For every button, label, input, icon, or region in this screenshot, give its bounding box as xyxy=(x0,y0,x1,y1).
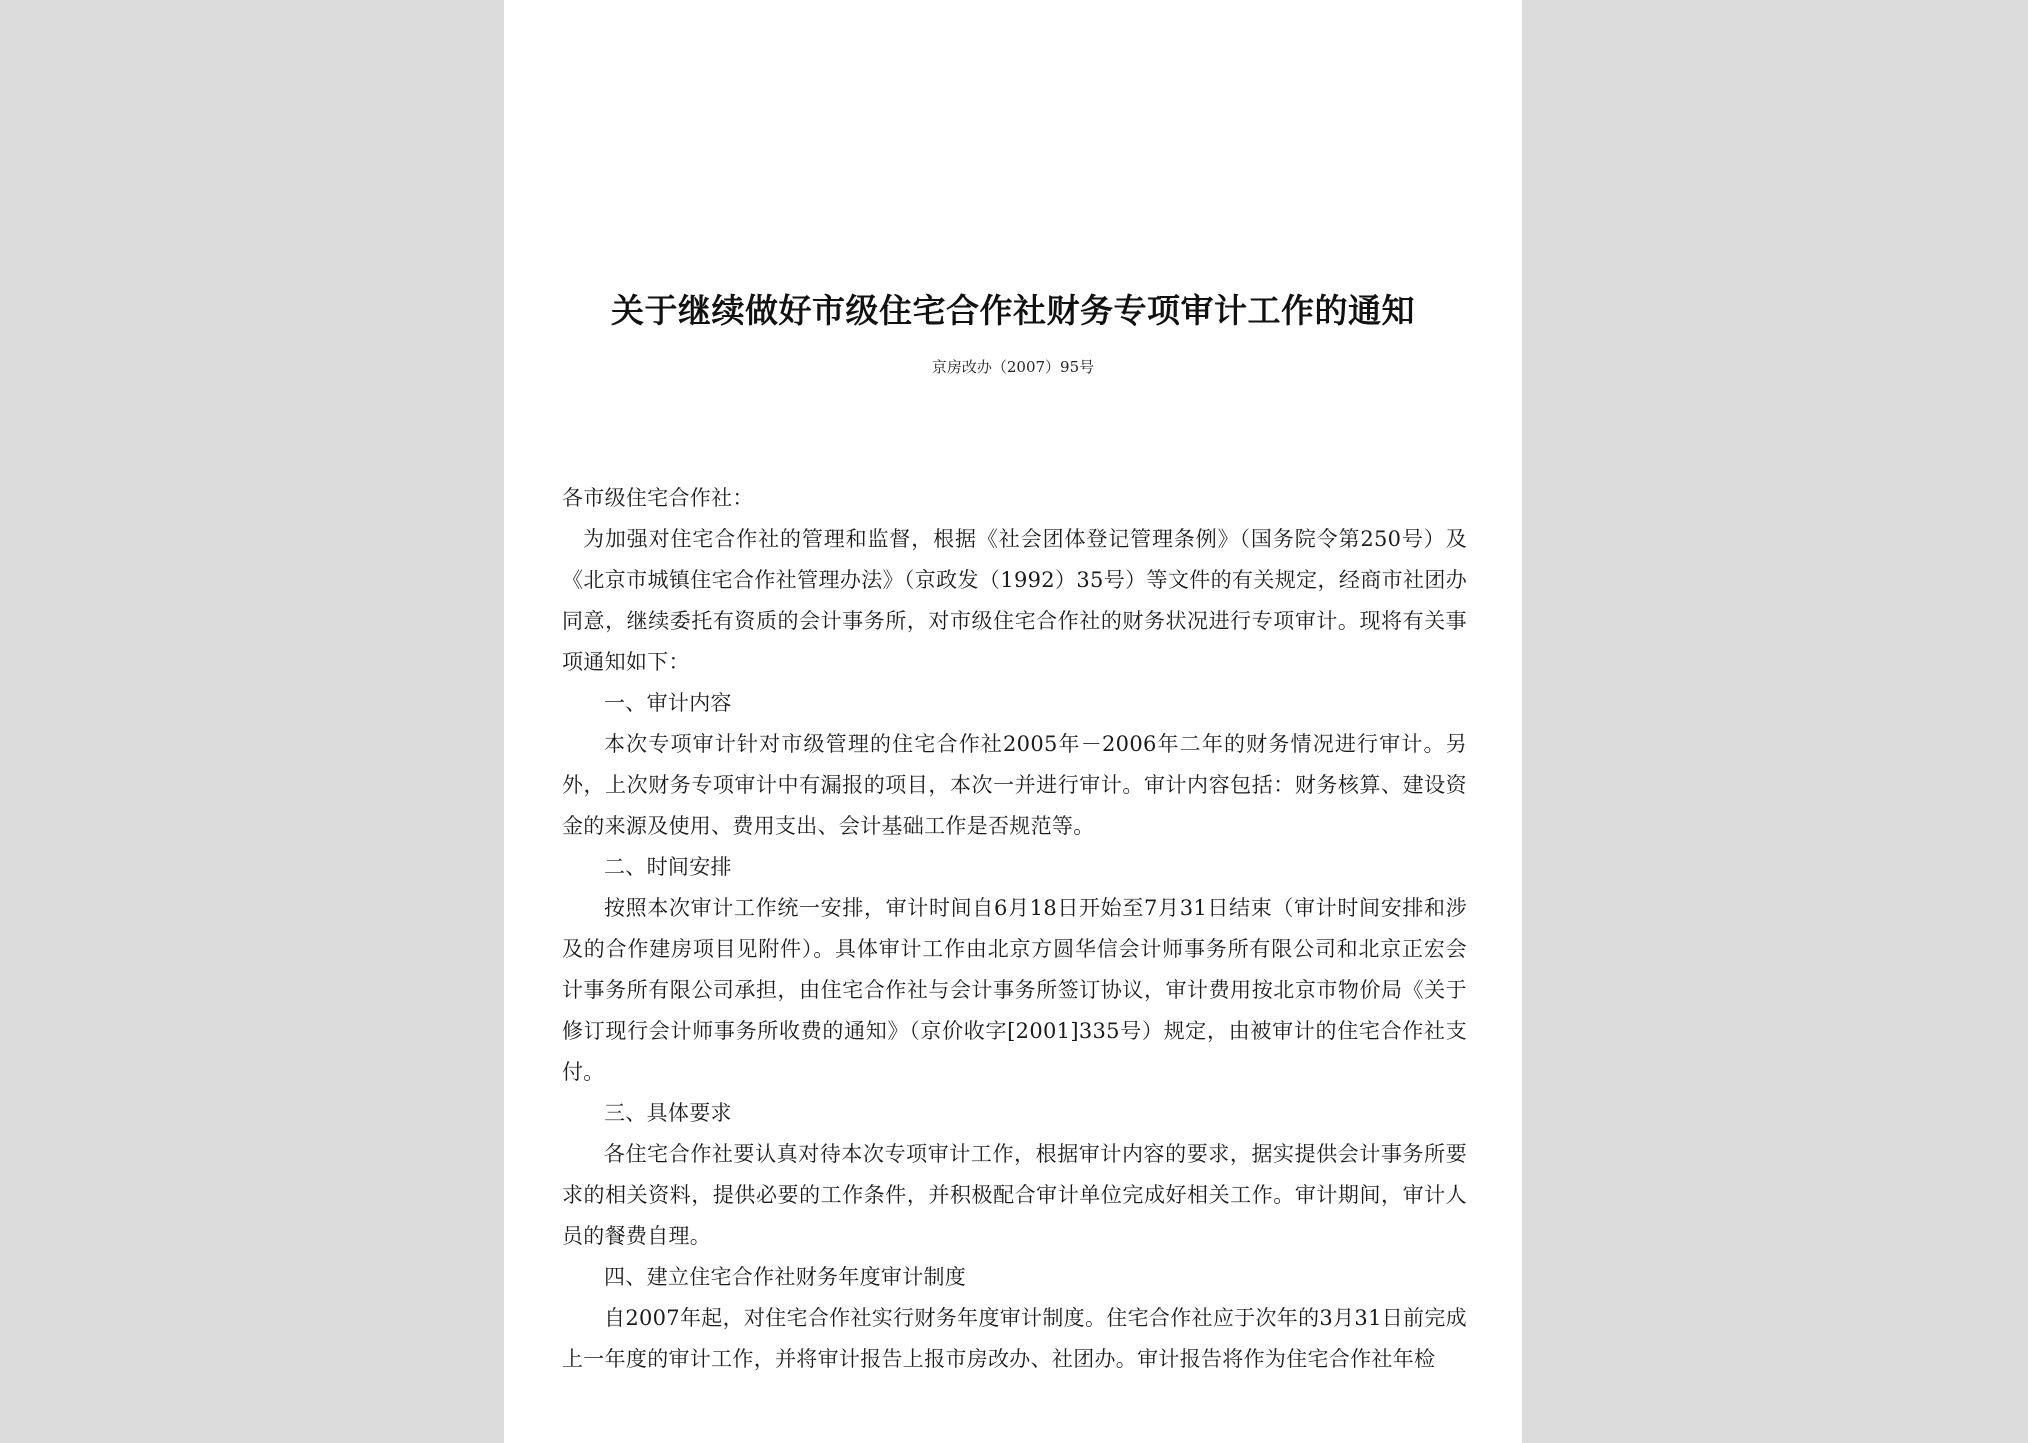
section-text-2: 按照本次审计工作统一安排，审计时间自6月18日开始至7月31日结束（审计时间安排和涉及的合作建房项目见附件）。具体审计工作由北京方圆华信会计师事务所有限公司和北京正宏会计事务所有限公司承担，由住宅合作社与会计事务所签订协议，审计费用按北京市物价局《关于修订现行会计师事务所收费的通知》（京价收字[2001]335号）规定，由被审计的住宅合作社支付。 xyxy=(562,896,1467,1084)
document-title: 关于继续做好市级住宅合作社财务专项审计工作的通知 xyxy=(611,291,1415,330)
section-text-1: 本次专项审计针对市级管理的住宅合作社2005年－2006年二年的财务情况进行审计。另外，上次财务专项审计中有漏报的项目，本次一并进行审计。审计内容包括：财务核算、建设资金的来源及使用、费用支出、会计基础工作是否规范等。 xyxy=(562,732,1467,838)
section-heading-3: 三、具体要求 xyxy=(604,1101,732,1125)
document-number: 京房改办（2007）95号 xyxy=(931,358,1095,376)
section-text-4: 自2007年起，对住宅合作社实行财务年度审计制度。住宅合作社应于次年的3月31日前完成上一年度的审计工作，并将审计报告上报市房改办、社团办。审计报告将作为住宅合作社年检 xyxy=(562,1306,1467,1371)
salutation: 各市级住宅合作社： xyxy=(562,486,754,510)
document-page xyxy=(504,0,1522,1443)
section-heading-1: 一、审计内容 xyxy=(604,691,732,715)
document-body xyxy=(562,478,1467,1380)
section-heading-2: 二、时间安排 xyxy=(604,855,732,879)
section-heading-4: 四、建立住宅合作社财务年度审计制度 xyxy=(604,1265,967,1289)
intro-paragraph: 为加强对住宅合作社的管理和监督，根据《社会团体登记管理条例》（国务院令第250号）及《北京市城镇住宅合作社管理办法》（京政发（1992）35号）等文件的有关规定，经商市社团办同意，继续委托有资质的会计事务所，对市级住宅合作社的财务状况进行专项审计。现将有关事项通知如下： xyxy=(562,527,1467,674)
section-text-3: 各住宅合作社要认真对待本次专项审计工作，根据审计内容的要求，据实提供会计事务所要求的相关资料，提供必要的工作条件，并积极配合审计单位完成好相关工作。审计期间，审计人员的餐费自理。 xyxy=(562,1142,1467,1248)
